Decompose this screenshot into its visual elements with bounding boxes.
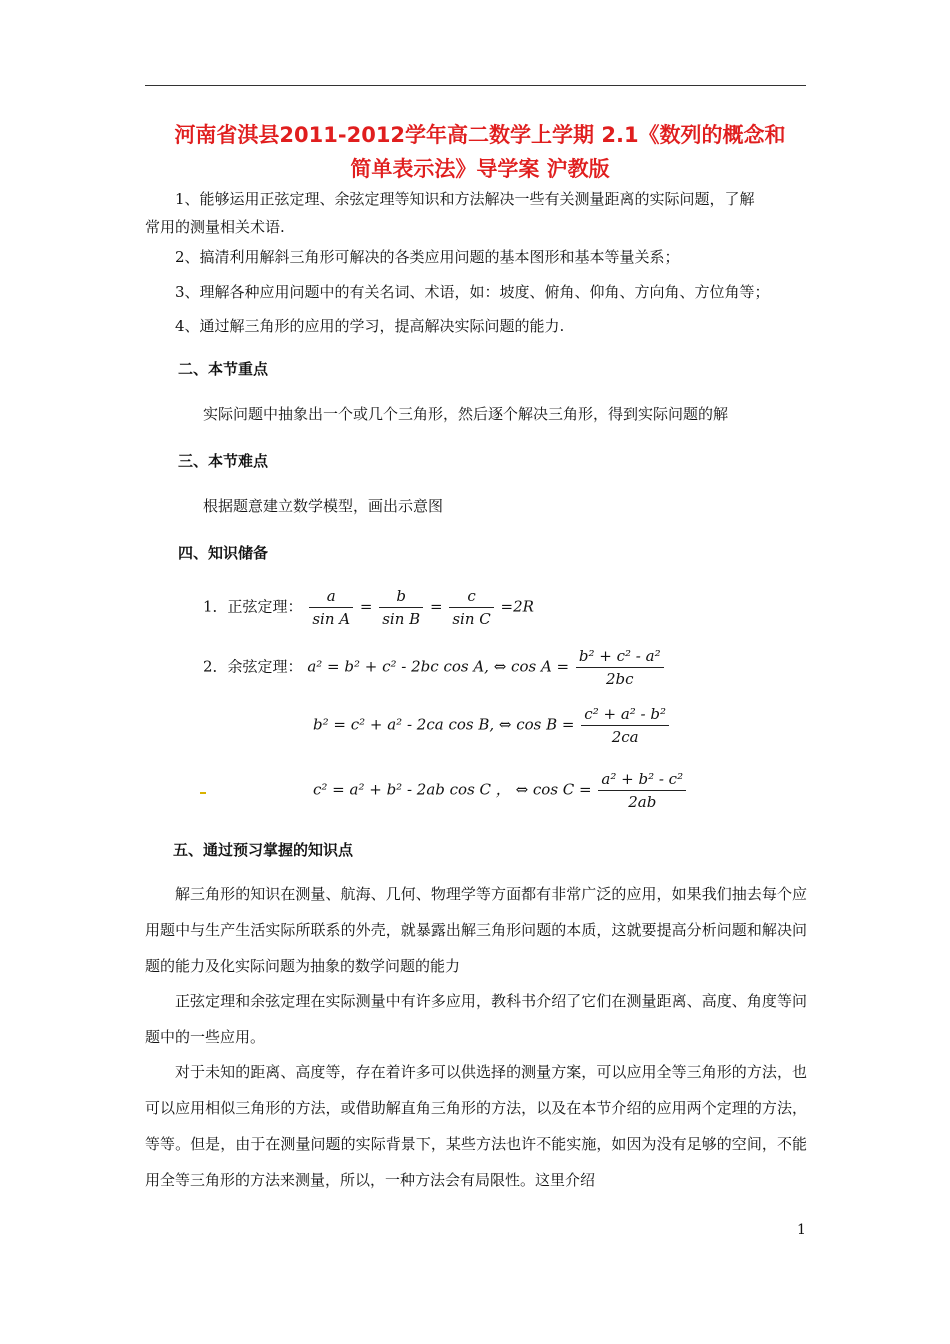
sine-frac-a bbox=[309, 585, 353, 630]
sine-frac-b bbox=[379, 585, 423, 630]
objective-4: 4、通过解三角形的应用的学习，提高解决实际问题的能力. bbox=[175, 317, 565, 335]
section-heading-difficulties: 三、本节难点 bbox=[178, 452, 269, 470]
key-points-text: 实际问题中抽象出一个或几个三角形，然后逐个解决三角形，得到实际问题的解 bbox=[203, 405, 729, 423]
objective-3: 3、理解各种应用问题中的有关名词、术语，如：坡度、俯角、仰角、方向角、方位角等； bbox=[175, 283, 770, 301]
body-paragraph-2: 正弦定理和余弦定理在实际测量中有许多应用，教科书介绍了它们在测量距离、高度、角度等问题中的一些应用。 bbox=[145, 992, 807, 1046]
frac-denominator: 2bc bbox=[605, 670, 634, 688]
stray-mark bbox=[200, 792, 206, 794]
header-rule bbox=[145, 85, 806, 86]
cosine-a-lhs: a² = b² + c² - 2bc cos A, ⇔ cos A = bbox=[307, 657, 570, 676]
frac-denominator: 2ca bbox=[611, 728, 639, 746]
frac-numerator: c bbox=[449, 585, 493, 608]
cosine-rule-c bbox=[313, 768, 688, 813]
frac-denominator: 2ab bbox=[628, 793, 657, 811]
section-heading-preview: 五、通过预习掌握的知识点 bbox=[173, 841, 354, 859]
body-paragraph-3: 对于未知的距离、高度等，存在着许多可以供选择的测量方案，可以应用全等三角形的方法，也可以应用相似三角形的方法，或借助解直角三角形的方法，以及在本节介绍的应用两个定理的方法，等等。但是，由于在测量问题的实际背景下，某些方法也许不能实施，如因为没有足够的空间，不能用全等三角形的方法来测量，所以，一种方法会有局限性。这里介绍 bbox=[145, 1063, 807, 1189]
document-title-line2: 简单表示法》导学案 沪教版 bbox=[350, 157, 610, 181]
cosine-rule-label: 2．余弦定理： bbox=[203, 657, 303, 676]
sine-rule-label: 1．正弦定理： bbox=[203, 597, 303, 616]
cosine-c-frac bbox=[598, 768, 686, 813]
objective-1: 1、能够运用正弦定理、余弦定理等知识和方法解决一些有关测量距离的实际问题，了解 bbox=[175, 190, 755, 208]
sine-rule: 1．正弦定理： $\frac{a}{\text{sin A}}$ = $\frac{b}{\text{sin B}}$ = $\frac{c}{\text{sin C}}$ =2R bbox=[203, 587, 534, 628]
frac-denominator: sin A bbox=[312, 610, 351, 628]
cosine-c-lhs: c² = a² + b² - 2ab cos C ， ⇔ cos C = bbox=[313, 780, 592, 799]
document-title-line1: 河南省淇县2011-2012学年高二数学上学期 2.1《数列的概念和 bbox=[174, 123, 786, 147]
sine-rule-rhs: =2R bbox=[500, 597, 534, 616]
cosine-b-lhs: b² = c² + a² - 2ca cos B, ⇔ cos B = bbox=[313, 715, 575, 734]
objective-2: 2、搞清利用解斜三角形可解决的各类应用问题的基本图形和基本等量关系； bbox=[175, 248, 680, 266]
frac-numerator: a bbox=[309, 585, 353, 608]
page-number: 1 bbox=[797, 1222, 806, 1238]
objective-1-cont: 常用的测量相关术语. bbox=[145, 218, 285, 236]
sine-frac-c bbox=[449, 585, 493, 630]
frac-numerator: b bbox=[379, 585, 423, 608]
frac-numerator: a² + b² - c² bbox=[598, 768, 686, 791]
frac-numerator: c² + a² - b² bbox=[581, 703, 669, 726]
section-heading-key-points: 二、本节重点 bbox=[178, 360, 269, 378]
difficulties-text: 根据题意建立数学模型，画出示意图 bbox=[203, 497, 444, 515]
body-paragraph-1: 解三角形的知识在测量、航海、几何、物理学等方面都有非常广泛的应用，如果我们抽去每个应用题中与生产生活实际所联系的外壳，就暴露出解三角形问题的本质，这就要提高分析问题和解决问题的能力及化实际问题为抽象的数学问题的能力 bbox=[145, 885, 807, 975]
cosine-a-frac bbox=[576, 645, 664, 690]
cosine-b-frac bbox=[581, 703, 669, 748]
frac-denominator: sin C bbox=[452, 610, 491, 628]
frac-denominator: sin B bbox=[382, 610, 421, 628]
section-heading-knowledge: 四、知识储备 bbox=[178, 544, 269, 562]
cosine-rule-a bbox=[203, 645, 666, 690]
cosine-rule-b bbox=[313, 703, 671, 748]
frac-numerator: b² + c² - a² bbox=[576, 645, 664, 668]
